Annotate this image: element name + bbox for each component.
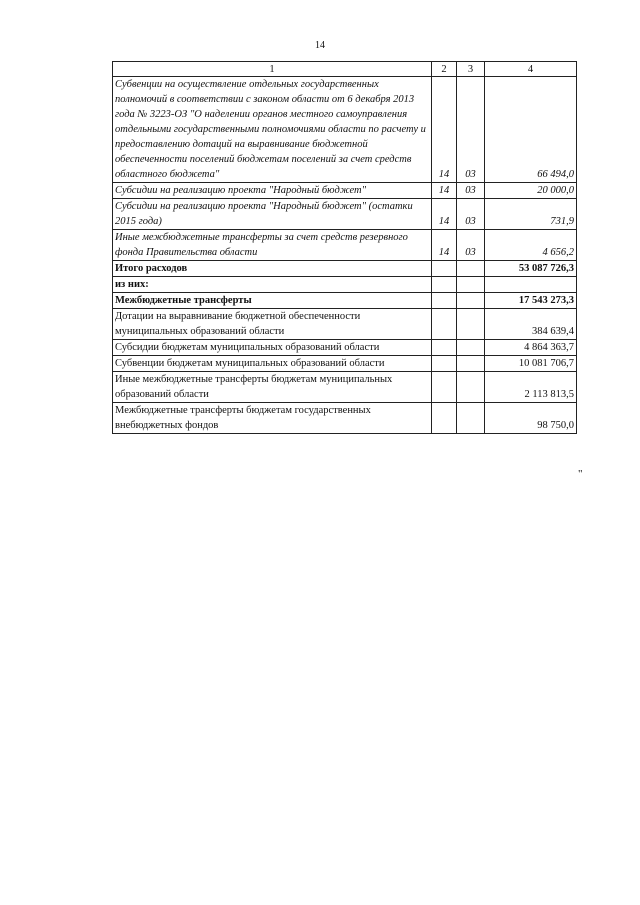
table-row (113, 293, 577, 309)
row-code-section (432, 372, 457, 403)
row-code-subsection: 03 (457, 199, 485, 230)
row-code-section (432, 261, 457, 277)
row-amount: 731,9 (485, 199, 577, 230)
row-code-section: 14 (432, 77, 457, 183)
table-row (113, 230, 577, 261)
row-code-subsection (457, 277, 485, 293)
row-code-subsection: 03 (457, 230, 485, 261)
budget-table (112, 61, 577, 434)
row-amount: 98 750,0 (485, 403, 577, 434)
row-description: Субвенции бюджетам муниципальных образований области (113, 356, 432, 372)
table-row (113, 356, 577, 372)
page-number: 14 (315, 40, 325, 51)
row-description: Итого расходов (113, 261, 432, 277)
row-code-section (432, 340, 457, 356)
row-code-section: 14 (432, 199, 457, 230)
row-code-section (432, 277, 457, 293)
table-row (113, 77, 577, 183)
row-code-subsection: 03 (457, 77, 485, 183)
row-code-subsection (457, 372, 485, 403)
row-code-section: 14 (432, 230, 457, 261)
row-description: Субсидии на реализацию проекта "Народный бюджет" (остатки 2015 года) (113, 199, 432, 230)
row-code-section: 14 (432, 183, 457, 199)
row-description: Субсидии бюджетам муниципальных образований области (113, 340, 432, 356)
column-header: 4 (485, 62, 577, 77)
row-amount: 17 543 273,3 (485, 293, 577, 309)
row-code-subsection (457, 293, 485, 309)
table-header-row (113, 62, 577, 77)
column-header: 1 (113, 62, 432, 77)
table-row-total (113, 261, 577, 277)
row-description: Субвенции на осуществление отдельных государственных полномочий в соответствии с законом области от 6 декабря 2013 года № 3223-ОЗ "О наделении органов местного самоуправления отдельными государственными полномочиями области по расчету и предоставлению дотаций на выравнивание бюджетной обеспеченности поселений бюджетам поселений за счет средств областного бюджета" (113, 77, 432, 183)
row-amount: 53 087 726,3 (485, 261, 577, 277)
row-code-subsection (457, 261, 485, 277)
table-row (113, 340, 577, 356)
row-description: Субсидии на реализацию проекта "Народный бюджет" (113, 183, 432, 199)
row-code-subsection: 03 (457, 183, 485, 199)
table-row (113, 199, 577, 230)
row-description: Межбюджетные трансферты (113, 293, 432, 309)
row-amount: 4 656,2 (485, 230, 577, 261)
row-amount: 10 081 706,7 (485, 356, 577, 372)
table-row (113, 277, 577, 293)
row-code-section (432, 356, 457, 372)
column-header: 2 (432, 62, 457, 77)
closing-quote-mark: " (578, 468, 583, 480)
row-code-section (432, 309, 457, 340)
row-description: Иные межбюджетные трансферты бюджетам муниципальных образований области (113, 372, 432, 403)
row-code-subsection (457, 309, 485, 340)
row-amount: 4 864 363,7 (485, 340, 577, 356)
row-amount: 66 494,0 (485, 77, 577, 183)
row-code-subsection (457, 403, 485, 434)
table-row (113, 309, 577, 340)
row-code-section (432, 403, 457, 434)
row-code-subsection (457, 356, 485, 372)
row-amount: 2 113 813,5 (485, 372, 577, 403)
row-description: из них: (113, 277, 432, 293)
row-code-section (432, 293, 457, 309)
row-description: Дотации на выравнивание бюджетной обеспеченности муниципальных образований области (113, 309, 432, 340)
column-header: 3 (457, 62, 485, 77)
row-description: Межбюджетные трансферты бюджетам государственных внебюджетных фондов (113, 403, 432, 434)
table-row (113, 183, 577, 199)
table-row (113, 372, 577, 403)
row-description: Иные межбюджетные трансферты за счет средств резервного фонда Правительства области (113, 230, 432, 261)
row-code-subsection (457, 340, 485, 356)
row-amount (485, 277, 577, 293)
table-row (113, 403, 577, 434)
row-amount: 384 639,4 (485, 309, 577, 340)
row-amount: 20 000,0 (485, 183, 577, 199)
